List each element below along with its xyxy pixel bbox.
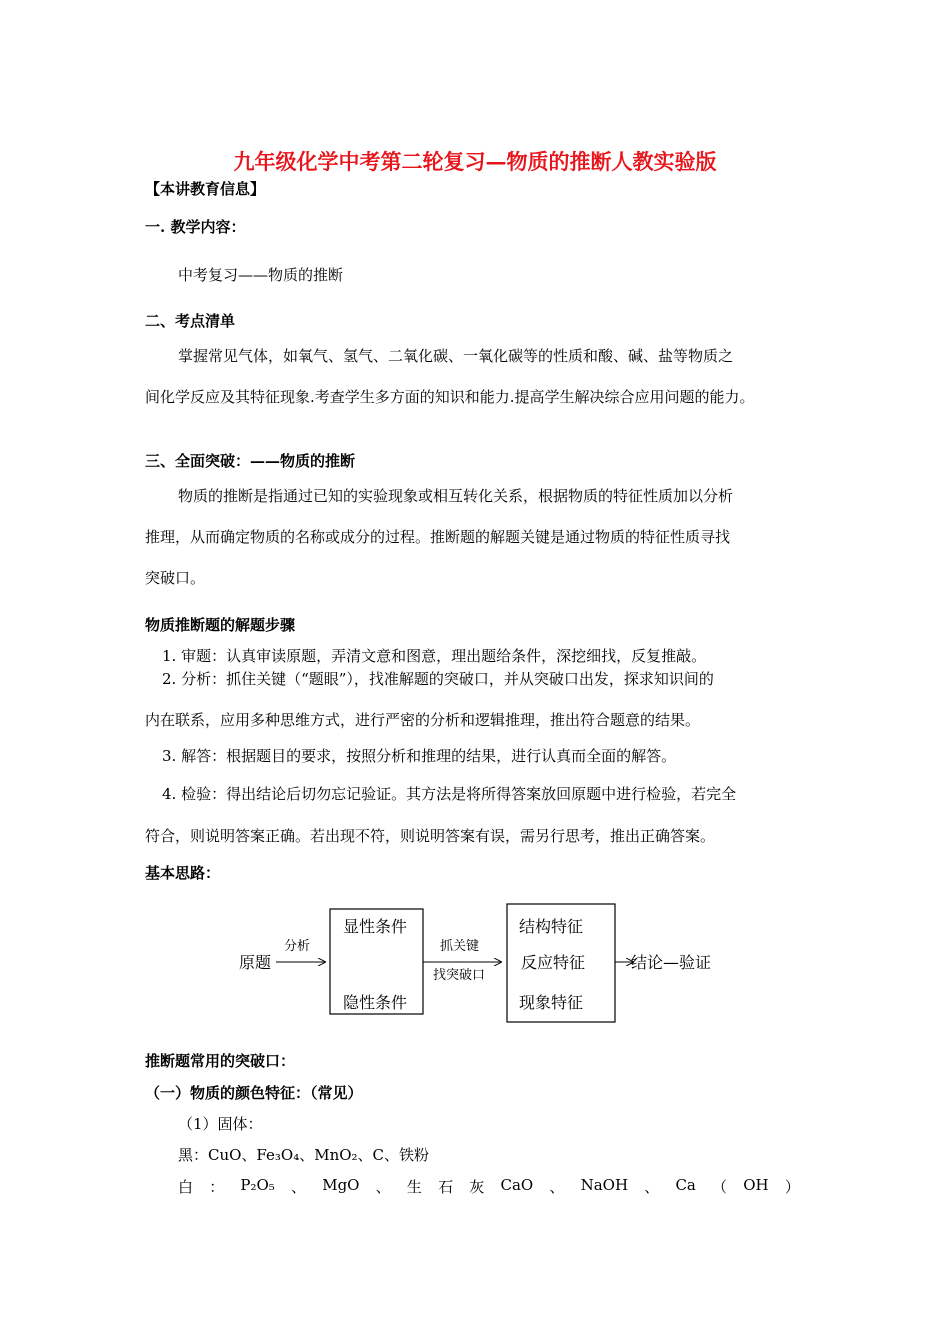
flow-box2-item1: 结构特征 — [519, 917, 584, 936]
white-item: NaOH — [580, 1176, 629, 1194]
white-item: 、 — [291, 1178, 307, 1196]
basic-flow-diagram — [235, 900, 725, 1030]
white-label: 白 — [178, 1178, 194, 1196]
breakthrough-heading: 推断题常用的突破口： — [145, 1052, 296, 1070]
white-item: 、 — [375, 1178, 391, 1196]
white-item: 生 — [406, 1178, 422, 1196]
sec2-line1: 掌握常见气体，如氧气、氢气、二氧化碳、一氧化碳等的性质和酸、碱、盐等物质之 — [178, 347, 734, 365]
flow-box2-item3: 现象特征 — [519, 993, 584, 1012]
flow-arrow2-top: 抓关键 — [440, 939, 480, 954]
sec3-line1: 物质的推断是指通过已知的实验现象或相互转化关系，根据物质的特征性质加以分析 — [178, 487, 734, 505]
solid-label: （1）固体： — [178, 1115, 263, 1133]
sec3-line2: 推理，从而确定物质的名称或成分的过程。推断题的解题关键是通过物质的特征性质寻找 — [145, 528, 731, 546]
white-item: ： — [209, 1178, 225, 1196]
sec3-heading: 三、全面突破：——物质的推断 — [145, 452, 356, 470]
section-tag: 【本讲教育信息】 — [145, 180, 266, 198]
white-item: 石 — [438, 1178, 454, 1196]
idea-heading: 基本思路： — [145, 864, 221, 882]
white-item: 、 — [549, 1178, 565, 1196]
steps-heading: 物质推断题的解题步骤 — [145, 616, 296, 634]
step-2a: 2. 分析：抓住关键（“题眼”），找准解题的突破口，并从突破口出发，探求知识间的 — [162, 670, 714, 688]
step-1: 1. 审题：认真审读原题，弄清文意和图意，理出题给条件，深挖细找，反复推敲。 — [162, 647, 707, 665]
flow-box1-top: 显性条件 — [343, 917, 408, 936]
white-item: MgO — [322, 1176, 360, 1194]
sec2-heading: 二、考点清单 — [145, 312, 236, 330]
sec3-line3: 突破口。 — [145, 569, 206, 587]
flow-arrow2-bottom: 找突破口 — [433, 968, 486, 983]
white-item: （ — [712, 1178, 728, 1196]
flow-start: 原题 — [239, 953, 272, 972]
sec1-heading: 一. 教学内容： — [145, 218, 246, 236]
white-item: P₂O₅ — [240, 1176, 275, 1194]
sec2-line2: 间化学反应及其特征现象.考查学生多方面的知识和能力.提高学生解决综合应用问题的能力。 — [145, 388, 755, 406]
flow-box1-bottom: 隐性条件 — [343, 993, 408, 1012]
flow-arrow1-label: 分析 — [284, 939, 311, 954]
step-4a: 4. 检验：得出结论后切勿忘记验证。其方法是将所得答案放回原题中进行检验，若完全 — [162, 785, 737, 803]
flow-box2-item2: 反应特征 — [521, 953, 586, 972]
step-2b: 内在联系，应用多种思维方式，进行严密的分析和逻辑推理，推出符合题意的结果。 — [145, 711, 701, 729]
sec1-text: 中考复习——物质的推断 — [178, 266, 344, 284]
white-item: ） — [784, 1178, 800, 1196]
step-3: 3. 解答：根据题目的要求，按照分析和推理的结果，进行认真而全面的解答。 — [162, 747, 677, 765]
step-4b: 符合，则说明答案正确。若出现不符，则说明答案有误，需另行思考，推出正确答案。 — [145, 827, 716, 845]
white-item: CaO — [500, 1176, 534, 1194]
color-feature-heading: （一）物质的颜色特征：（常见） — [145, 1084, 363, 1102]
white-item: 灰 — [469, 1178, 485, 1196]
black-substances: 黑：CuO、Fe₃O₄、MnO₂、C、铁粉 — [178, 1146, 430, 1164]
white-item: OH — [743, 1176, 769, 1194]
flow-end: 结论—验证 — [631, 953, 712, 972]
white-item: 、 — [644, 1178, 660, 1196]
white-item: Ca — [675, 1176, 696, 1194]
white-substances-row — [178, 1176, 800, 1197]
page-title: 九年级化学中考第二轮复习—物质的推断人教实验版 — [233, 149, 717, 174]
